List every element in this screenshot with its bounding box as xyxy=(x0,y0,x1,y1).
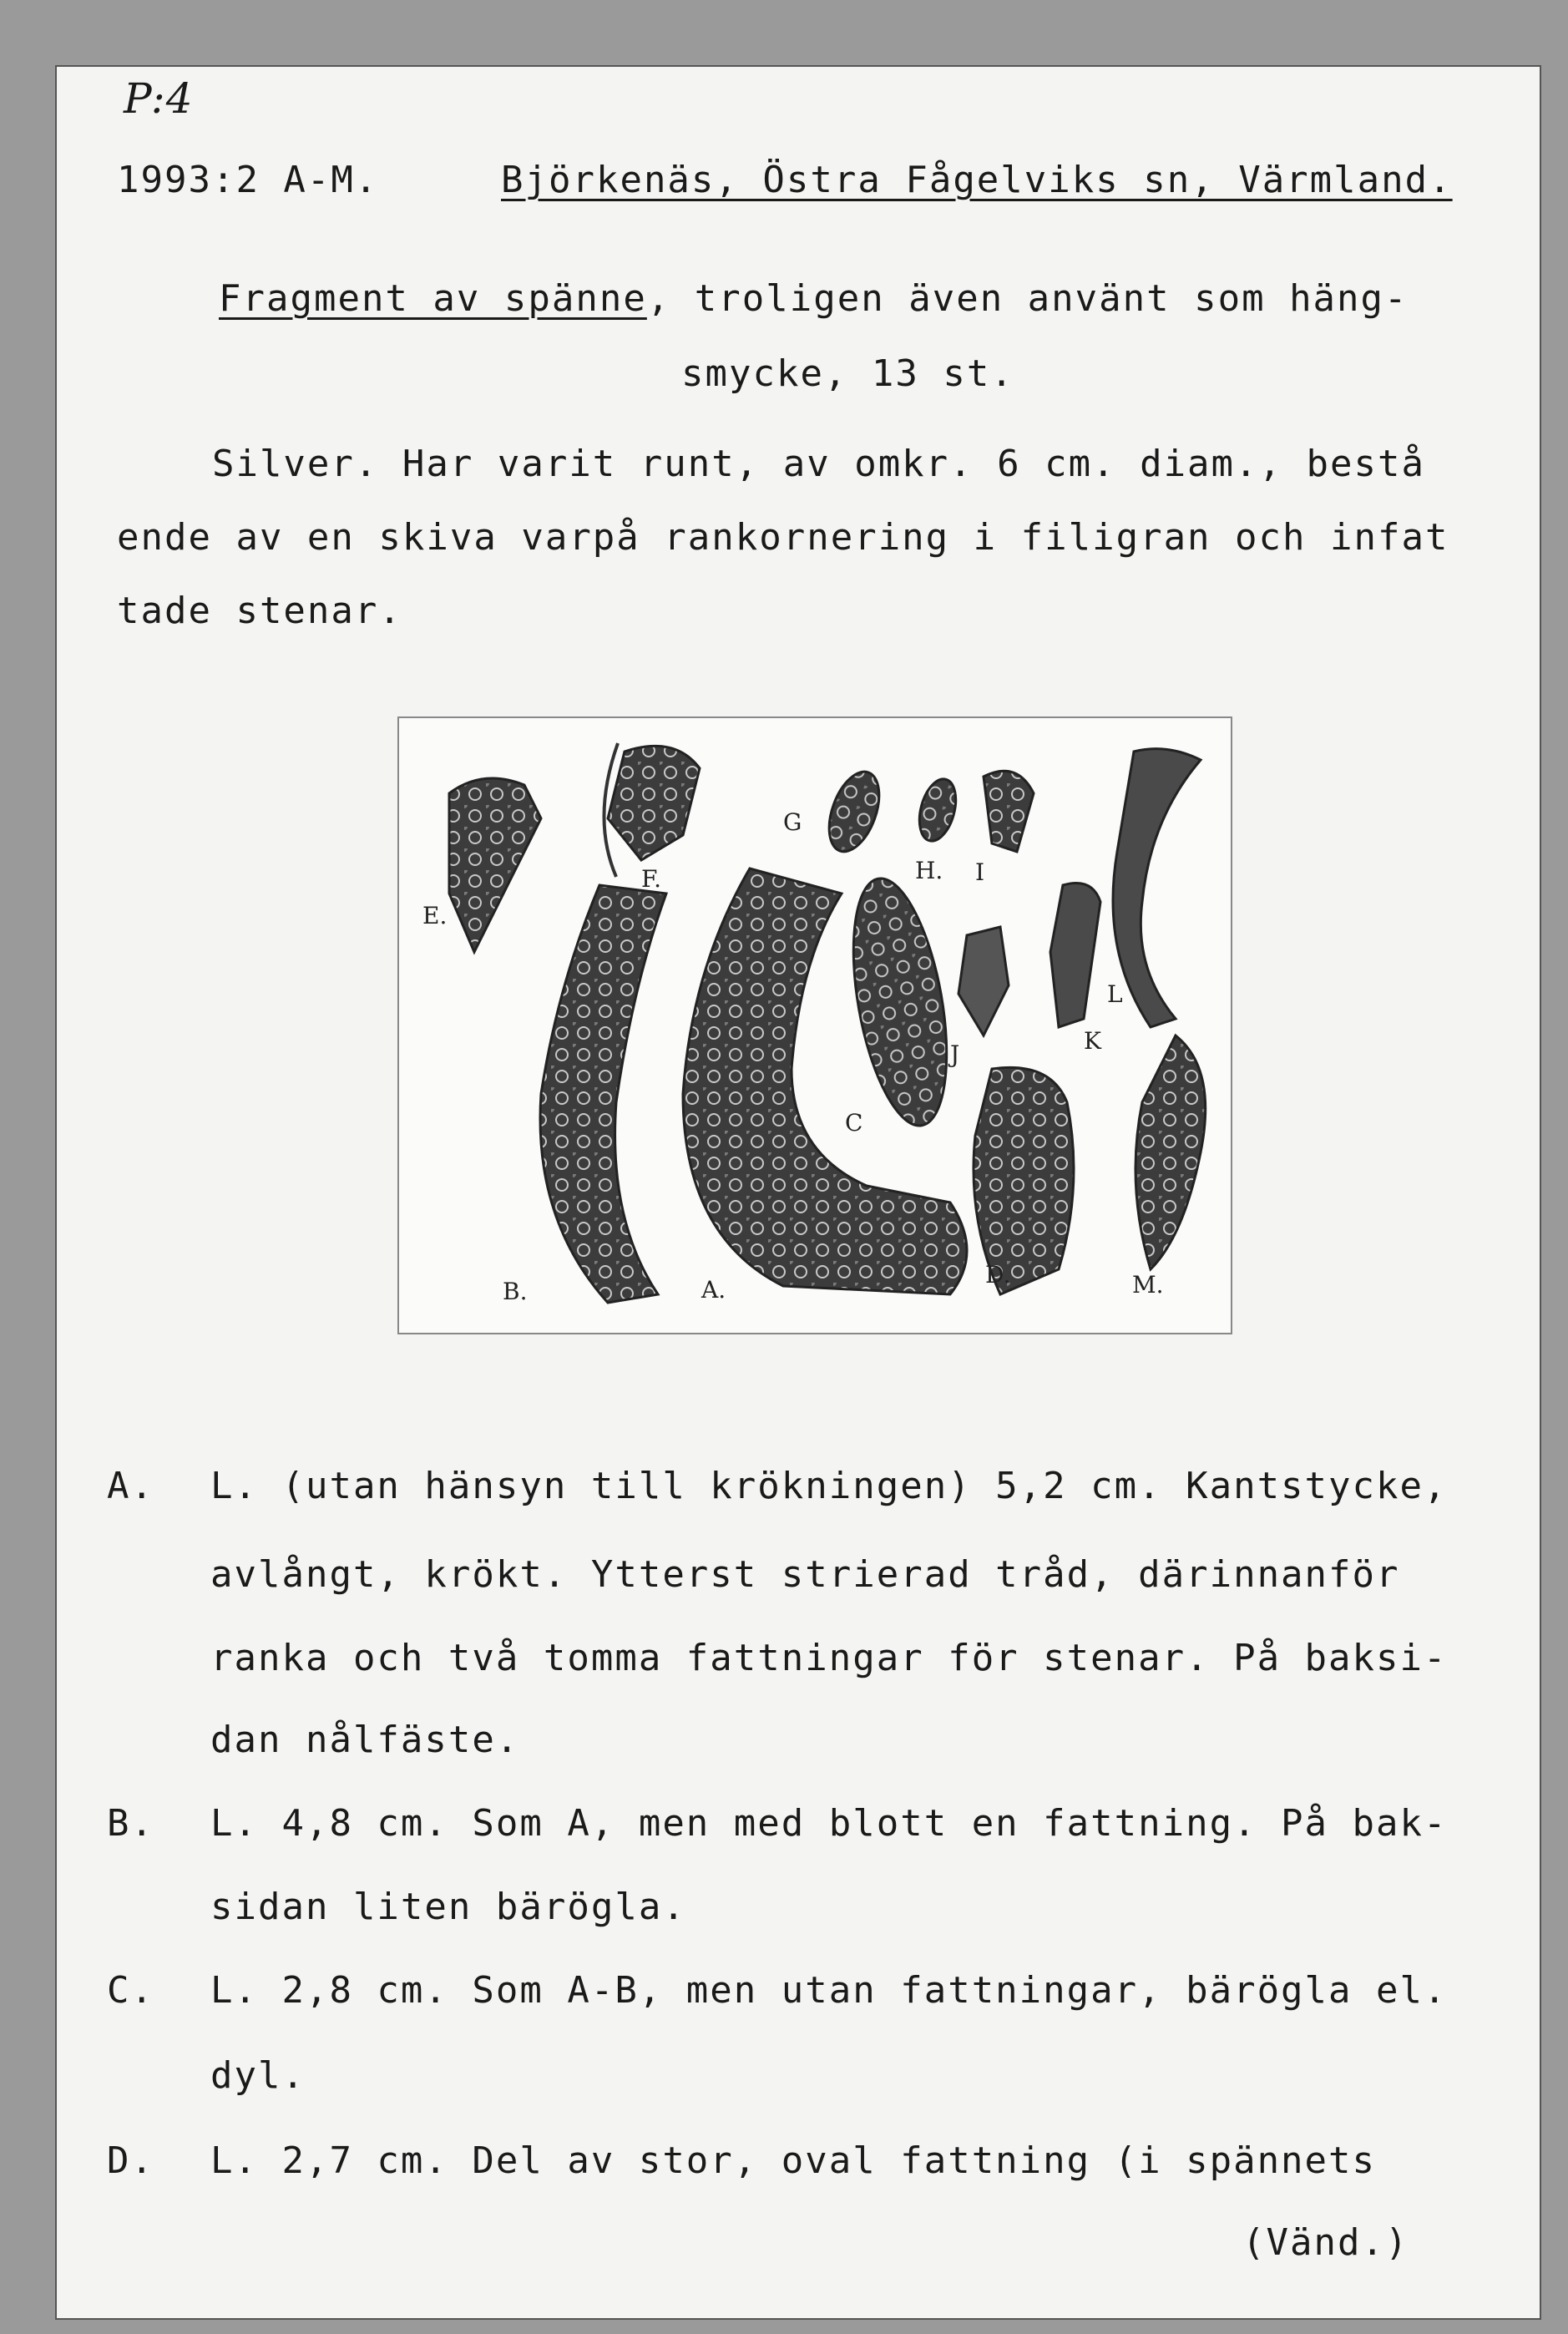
find-place: Björkenäs, Östra Fågelviks sn, Värmland. xyxy=(501,159,1453,201)
fragment-label: C xyxy=(845,1109,863,1137)
fragment-f xyxy=(608,746,700,860)
entry-line: L. 2,7 cm. Del av stor, oval fattning (i spännets xyxy=(210,2139,1377,2182)
entry-line: avlångt, krökt. Ytterst strierad tråd, därinnanför xyxy=(210,1553,1400,1596)
fragment-l xyxy=(1113,749,1201,1027)
fragment-g xyxy=(819,765,888,858)
entry-line: L. (utan hänsyn till krökningen) 5,2 cm. Kantstycke, xyxy=(210,1465,1448,1507)
entry-letter: B. xyxy=(107,1802,154,1845)
turn-over-note: (Vänd.) xyxy=(1242,2221,1409,2264)
fragment-label: A. xyxy=(701,1276,726,1304)
description-line: tade stenar. xyxy=(117,590,402,632)
card-number: P:4 xyxy=(124,74,194,123)
entry-letter: C. xyxy=(107,1969,154,2012)
entry-line: dyl. xyxy=(210,2054,306,2097)
fragment-label: M. xyxy=(1132,1271,1164,1299)
description-line: Silver. Har varit runt, av omkr. 6 cm. diam., bestå xyxy=(117,443,1425,485)
fragment-label: K xyxy=(1084,1027,1101,1055)
fragment-c xyxy=(837,872,964,1133)
inventory-number: 1993:2 A-M. xyxy=(117,159,379,201)
fragment-i xyxy=(984,771,1034,852)
entry-letter: D. xyxy=(107,2139,154,2182)
title-continuation: , troligen även använt som häng- xyxy=(646,277,1409,320)
fragment-label: L xyxy=(1107,980,1123,1008)
entry-line: L. 4,8 cm. Som A, men med blott en fattning. På bak- xyxy=(210,1802,1448,1845)
fragments-drawing xyxy=(399,718,1232,1334)
description-line: ende av en skiva varpå rankornering i filigran och infat xyxy=(117,516,1449,559)
fragment-label: J xyxy=(950,1040,960,1068)
fragment-label: I xyxy=(975,858,985,886)
fragment-label: D. xyxy=(985,1261,1011,1289)
entry-line: L. 2,8 cm. Som A-B, men utan fattningar, bärögla el. xyxy=(210,1969,1448,2012)
entry-line: ranka och två tomma fattningar för stenar. På baksi- xyxy=(210,1637,1448,1679)
fragment-label: E. xyxy=(422,902,448,929)
fragment-j xyxy=(959,927,1009,1035)
catalog-card xyxy=(55,65,1541,2320)
fragment-label: H. xyxy=(915,857,943,884)
fragment-e xyxy=(449,778,541,952)
title-line-2: smycke, 13 st. xyxy=(681,352,1014,395)
entry-line: sidan liten bärögla. xyxy=(210,1886,686,1928)
fragment-h xyxy=(913,775,962,845)
fragments-photograph xyxy=(397,716,1232,1334)
entry-letter: A. xyxy=(107,1465,154,1507)
fragment-label: B. xyxy=(503,1278,528,1305)
fragment-b xyxy=(540,885,666,1303)
fragment-label: F. xyxy=(641,865,661,893)
title-line-1 xyxy=(219,276,1409,322)
entry-line: dan nålfäste. xyxy=(210,1719,520,1761)
object-title: Fragment av spänne xyxy=(219,277,647,320)
fragment-k xyxy=(1050,883,1100,1028)
fragment-m xyxy=(1136,1035,1206,1269)
fragment-label: G xyxy=(783,808,802,836)
